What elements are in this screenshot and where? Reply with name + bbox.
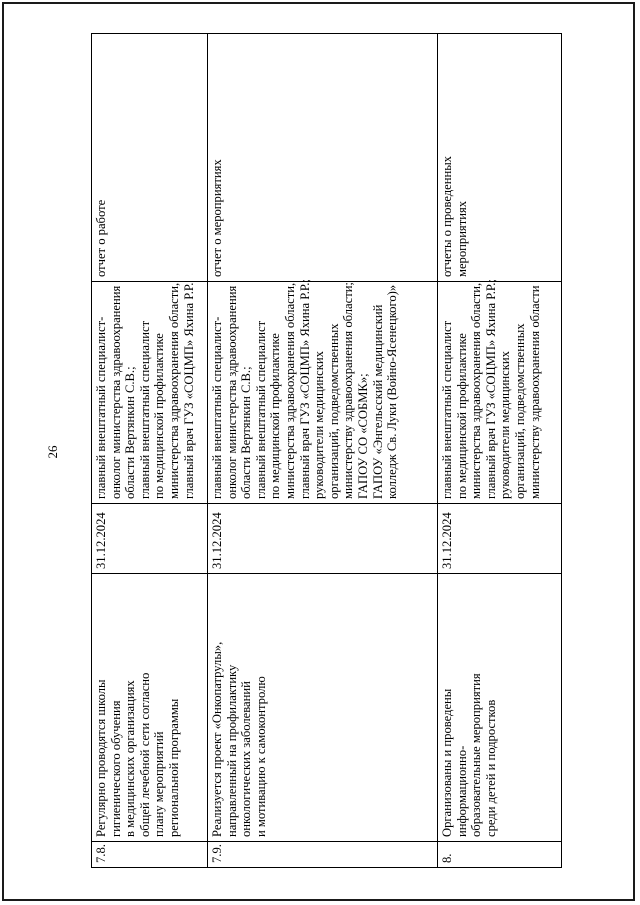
responsible-line: организаций, подведомственных (512, 323, 527, 499)
event-cell (92, 574, 208, 842)
responsible-line: области Вертянкин С.В.; (239, 366, 254, 499)
responsible-line: ГАПОУ СО «СОБМК»; (355, 373, 370, 499)
responsible-line: министерства здравоохранения области, (166, 282, 181, 499)
event-line: региональной программы (166, 698, 181, 837)
page-number: 26 (45, 445, 60, 459)
responsible-cell (92, 282, 208, 504)
event-line: направленный на профилактику (224, 664, 239, 837)
responsible-line: главный врач ГУЗ «СОЦМП» Яхина Р.Р.; (297, 279, 312, 499)
responsible-line: главный врач ГУЗ «СОЦМП» Яхина Р.Р. (181, 282, 196, 499)
responsible-line: ГАПОУ «Энгельсский медицинский (370, 304, 385, 499)
rotated-table-wrapper (91, 33, 561, 868)
result-line: отчеты о проведенных (440, 156, 454, 277)
result-cell (208, 34, 438, 282)
event-line: общей лечебной сети согласно (137, 672, 152, 837)
responsible-line: по медицинской профилактике (152, 333, 167, 499)
responsible-line: руководители медицинских (312, 351, 327, 499)
result-cell (92, 34, 208, 282)
responsible-line: онколог министерства здравоохранения (108, 285, 123, 499)
responsible-line: главный внештатный специалист (137, 320, 152, 499)
responsible-line: руководители медицинских (498, 351, 513, 499)
event-line: онкологических заболеваний (239, 681, 254, 837)
event-line: Организованы и проведены (440, 688, 454, 837)
responsible-line: главный внештатный специалист- (210, 316, 224, 499)
event-cell (438, 574, 562, 842)
responsible-line: организаций, подведомственных (326, 323, 341, 499)
responsible-line: главный врач ГУЗ «СОЦМП» Яхина Р.Р.; (483, 279, 498, 499)
plan-table (91, 33, 562, 868)
table-row (208, 34, 438, 868)
deadline-cell: 31.12.2024 (208, 504, 438, 574)
event-cell (208, 574, 438, 842)
responsible-line: министерства здравоохранения области, (282, 282, 297, 499)
result-line: отчет о мероприятиях (210, 159, 224, 277)
responsible-cell (208, 279, 438, 504)
responsible-line: главный внештатный специалист- (94, 316, 108, 499)
result-cell (438, 34, 562, 282)
event-line: в медицинских организациях (123, 680, 138, 837)
event-line: гигиенического обучения (108, 700, 123, 837)
responsible-line: министерства здравоохранения области, (469, 282, 484, 499)
responsible-line: главный внештатный специалист (440, 320, 454, 499)
responsible-line: министерству здравоохранения области (527, 285, 542, 499)
row-number: 7.9. (208, 842, 438, 868)
row-number: 8. (438, 842, 562, 868)
event-line: и мотивацию к самоконтролю (253, 676, 268, 837)
deadline-cell: 31.12.2024 (92, 504, 208, 574)
event-line: плану мероприятий (152, 731, 167, 837)
event-line: Реализуется проект «Онкопатрулы», (210, 641, 224, 837)
responsible-cell (438, 279, 562, 504)
table-row (92, 34, 208, 868)
deadline-cell: 31.12.2024 (438, 504, 562, 574)
responsible-line: области Вертянкин С.В.; (123, 366, 138, 499)
event-line: информационно- (454, 745, 469, 837)
responsible-line: онколог министерства здравоохранения (224, 285, 239, 499)
responsible-line: министерству здравоохранения области; (341, 282, 356, 499)
event-line: образовательные мероприятия (469, 673, 484, 837)
table-row (438, 34, 562, 868)
result-line: отчет о работе (94, 199, 108, 277)
result-line: мероприятиях (454, 200, 469, 277)
responsible-line: главный внештатный специалист (253, 320, 268, 499)
responsible-line: по медицинской профилактике (268, 333, 283, 499)
responsible-line: колледж Св. Луки (Войно-Ясенецкого)» (385, 284, 400, 499)
responsible-line: по медицинской профилактике (454, 333, 469, 499)
event-line: среди детей и подростков (483, 699, 498, 837)
event-line: Регулярно проводятся школы (94, 679, 108, 837)
row-number: 7.8. (92, 842, 208, 868)
